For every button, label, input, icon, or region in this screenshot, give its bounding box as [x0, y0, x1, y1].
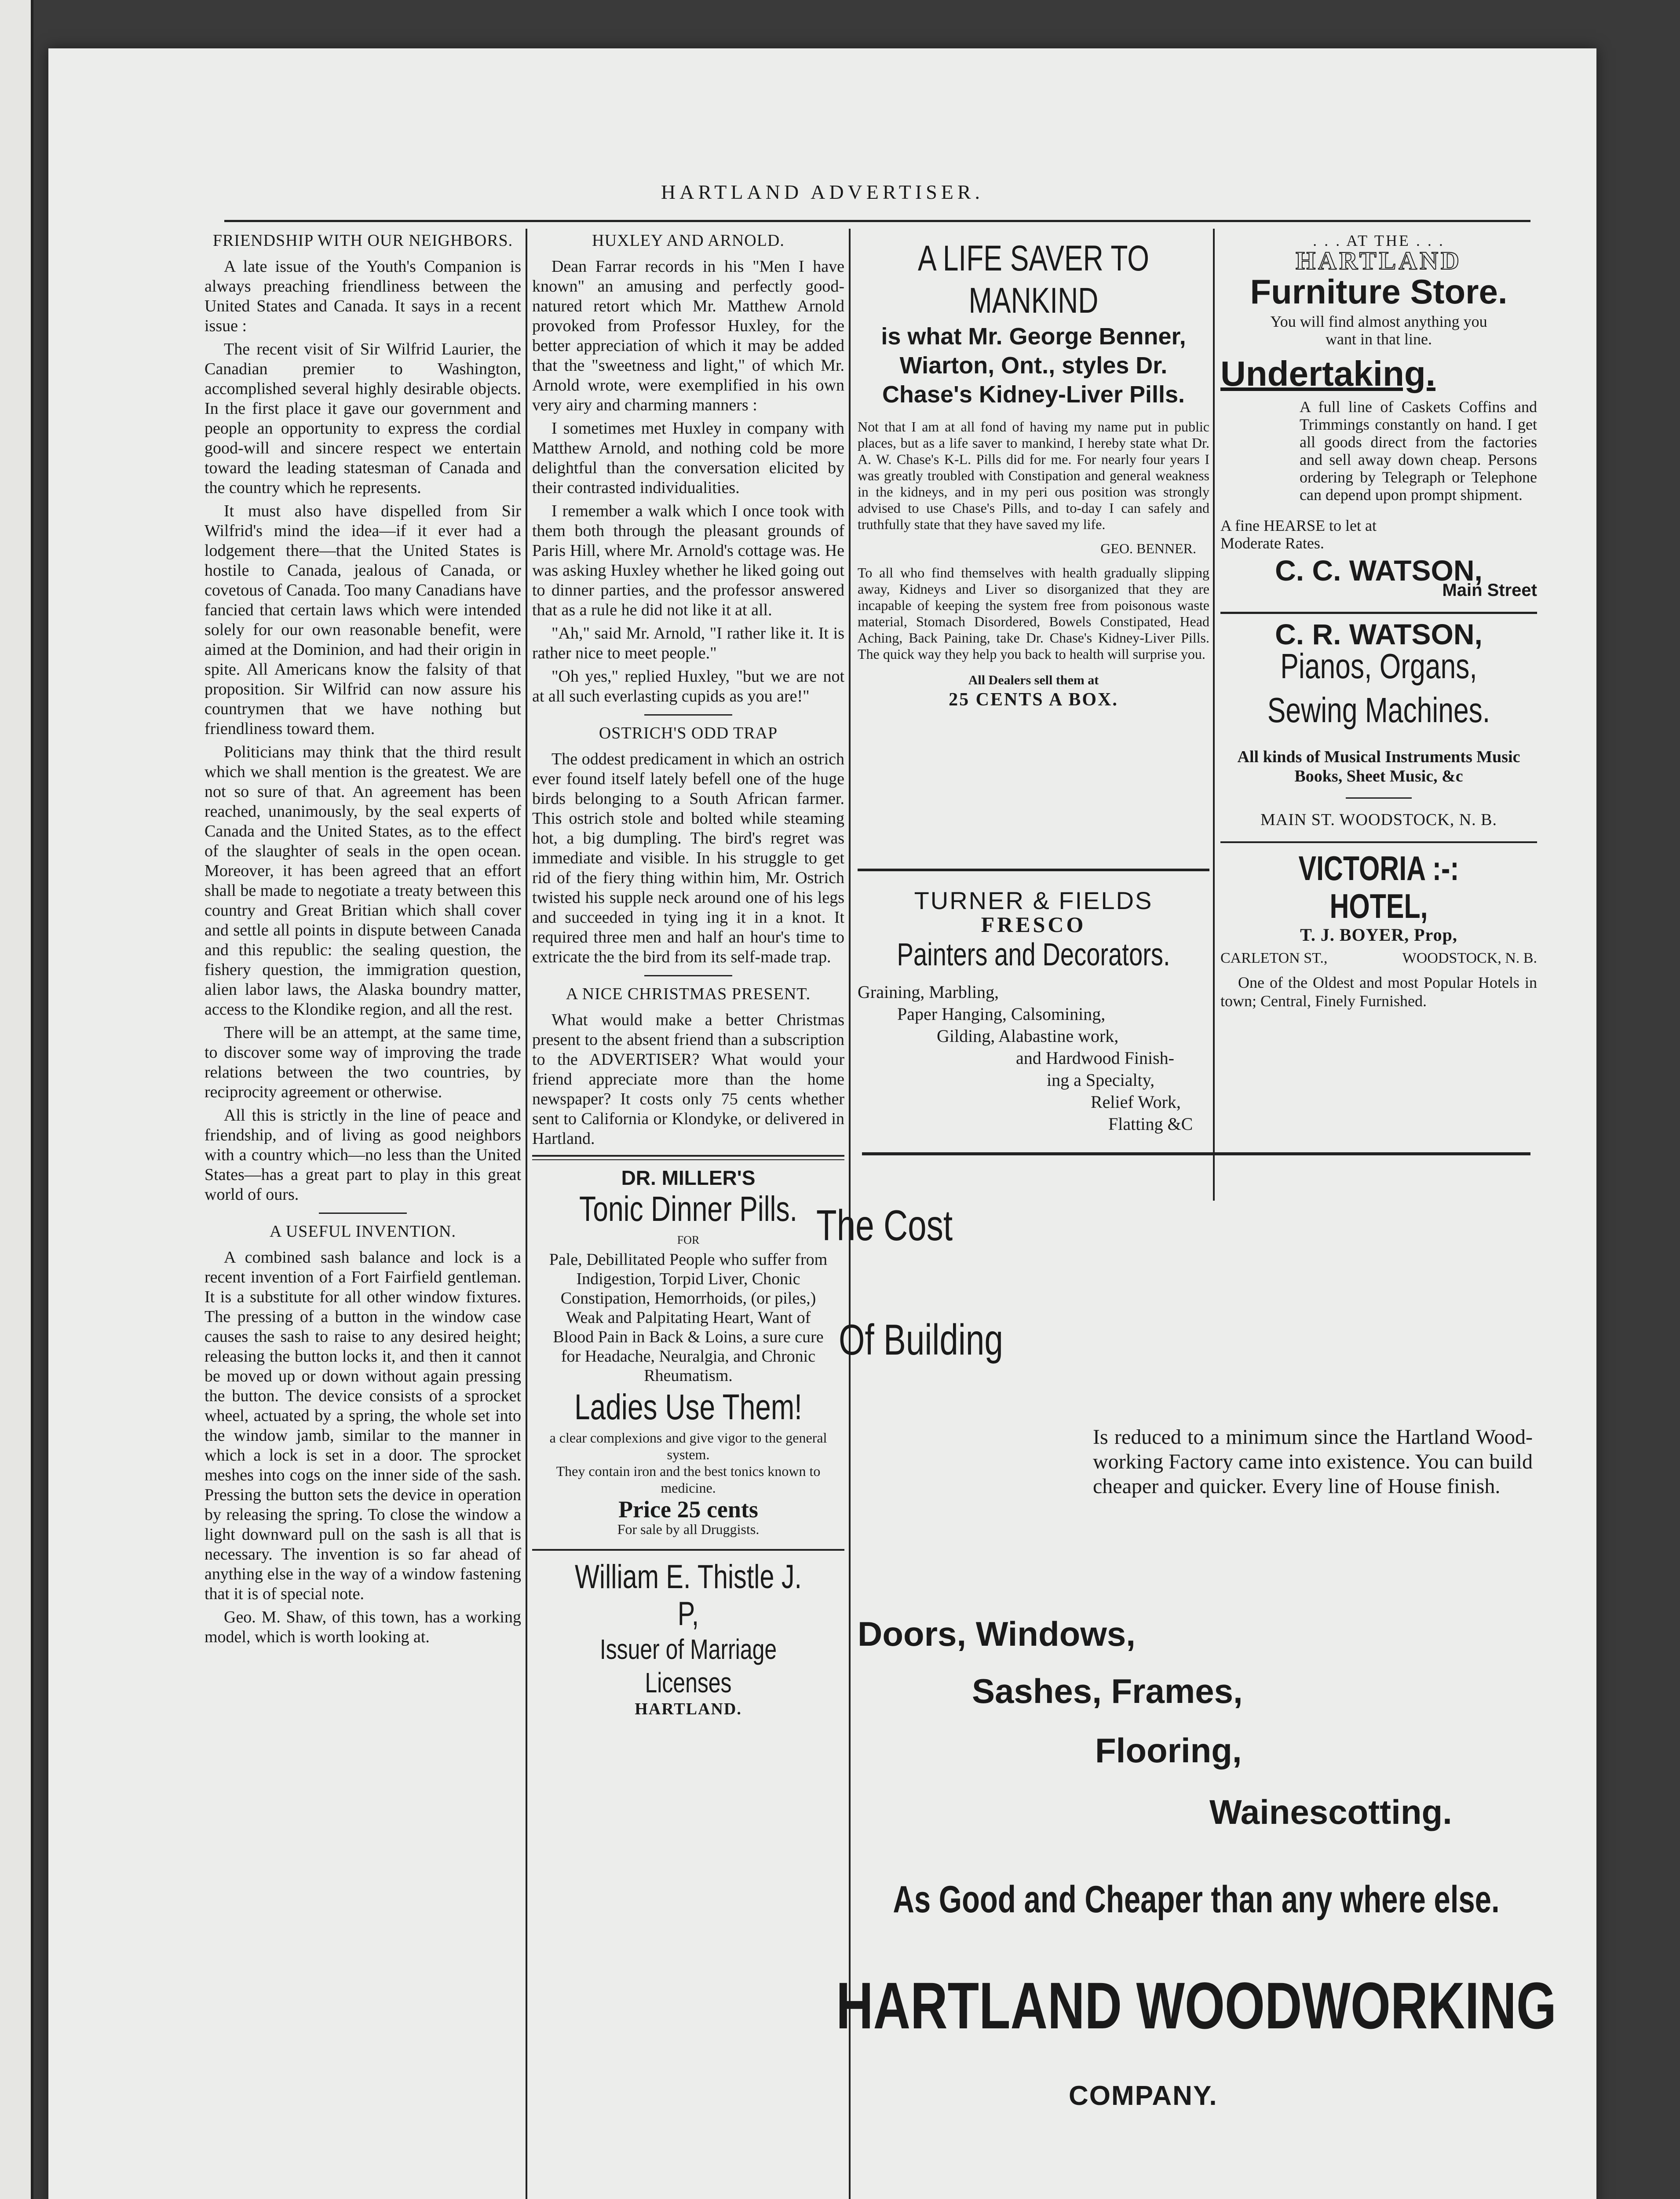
service-line: Graining, Marbling, [858, 982, 999, 1002]
column-rule [1213, 229, 1215, 1201]
service-line: Relief Work, [1091, 1092, 1181, 1112]
address-town: WOODSTOCK, N. B. [1402, 950, 1537, 966]
paragraph: A late issue of the Youth's Companion is always preaching friendliness between the United States and Canada. It says in a recent issue : [205, 257, 521, 335]
ad-text: . . . AT THE . . . [1313, 232, 1445, 249]
ad-product-line: Flooring, [1095, 1731, 1242, 1770]
column-2 [532, 231, 844, 1719]
service-line: Gilding, Alabastine work, [937, 1026, 1119, 1046]
ad-text: A full line of Caskets Coffins and Trimmings constantly on hand. I get all goods direct from the factories and sell away down cheap. Persons ordering by Telegraph or Telephone can depend upon prompt shipment. [1300, 398, 1537, 504]
ad-product-line: Sashes, Frames, [972, 1672, 1243, 1710]
ad-prop: T. J. BOYER, Prop, [1300, 925, 1457, 945]
ad-text: One of the Oldest and most Popular Hotels in town; Central, Finely Furnished. [1220, 974, 1537, 1010]
ad-text: A fine HEARSE to let at Moderate Rates. [1220, 517, 1377, 552]
divider [532, 1549, 844, 1551]
divider [644, 714, 732, 716]
article-heading: A NICE CHRISTMAS PRESENT. [566, 985, 811, 1003]
divider [862, 1152, 1530, 1155]
ad-store: Furniture Store. [1250, 272, 1508, 311]
column-1 [205, 231, 521, 1651]
ad-role: Issuer of Marriage Licenses [599, 1633, 777, 1699]
masthead: HARTLAND ADVERTISER. [661, 181, 984, 203]
ad-title: A LIFE SAVER TO MANKIND [917, 238, 1150, 321]
ad-text: All Dealers sell them at [968, 673, 1099, 687]
ad-headline: The Cost [816, 1201, 953, 1249]
ad-name: William E. Thistle J. P, [574, 1558, 802, 1633]
ad-price: 25 CENTS A BOX. [949, 690, 1118, 710]
ad-subtitle: is what Mr. George Benner, Wiarton, Ont., styles Dr. Chase's Kidney-Liver Pills. [881, 323, 1186, 408]
ad-subtitle: FRESCO [981, 912, 1086, 937]
ad-text: Not that I am at all fond of having my name put in public places, but as a life saver to mankind, I hereby state what Dr. A. W. Chase's K-L. Pills did for me. For nearly four years I was greatly troubled with Constipation and general weakness in the kidneys, and in my peri ous position was strongly advised to use Chase's Pills, and to-day I can safely and truthfully state that they have saved my life. [858, 419, 1209, 532]
paragraph: It must also have dispelled from Sir Wilfrid's mind the idea—if it ever had a lodgement there—that the United States is hostile to Canada, jealous of Canada, or covetous of Canada. Too many Canadians have fancied that certain laws which were intended solely for our own reasonable benefit, were aimed at the Dominion, and had their origin in spite. All Americans know the falsity of that proposition. Sir Wilfrid can now assure his countrymen that we have nothing but friendliness toward them. [205, 502, 521, 738]
paragraph: The recent visit of Sir Wilfrid Laurier, the Canadian premier to Washington, accomplished several highly desirable objects. In the first place it gave our government and people an opportunity to express the cordial good-will and sincere respect we entertain toward the leading statesman of Canada and the country which he represents. [205, 340, 521, 497]
ad-company: COMPANY. [1069, 2081, 1218, 2111]
watson-ad [1220, 231, 1537, 1010]
paragraph: The oddest predicament in which an ostrich ever found itself lately befell one of the huge birds belonging to a South African farmer. This ostrich stole and bolted while steaming hot, a big dumpling. The bird's regret was immediate and visible. In his struggle to get rid of the fiery thing within him, Mr. Ostrich twisted his supple neck around one of his legs and succeeded in tying ing it in a knot. It required three men and half an hour's time to extricate the the bird from its self-made trap. [532, 750, 844, 966]
divider [858, 869, 1209, 871]
ad-undertaking: Undertaking. [1220, 354, 1435, 393]
ad-headline: Of Building [839, 1315, 1003, 1364]
ad-goods: Pianos, Organs, Sewing Machines. [1267, 647, 1490, 730]
divider [1220, 841, 1537, 843]
divider [1220, 612, 1537, 614]
ad-product-line: Doors, Windows, [858, 1615, 1136, 1653]
paragraph: All this is strictly in the line of peace and friendship, and of living as good neighbors with a country which—no less than the United States—has a great part to play in this great world of ours. [205, 1106, 521, 1204]
paragraph: There will be an attempt, at the same time, to discover some way of improving the trade relations between the two countries, by reciprocity agreement or otherwise. [205, 1023, 521, 1101]
ad-text: They contain iron and the best tonics known to medicine. [556, 1463, 821, 1496]
ad-place: HARTLAND. [635, 1700, 742, 1718]
address-street: CARLETON ST., [1220, 950, 1328, 966]
article-heading: FRIENDSHIP WITH OUR NEIGHBORS. [212, 231, 513, 250]
divider [532, 1155, 844, 1160]
ad-address [1220, 948, 1537, 968]
ad-product: Tonic Dinner Pills. [579, 1189, 797, 1228]
ad-text: a clear complexions and give vigor to the general system. [549, 1430, 827, 1462]
ad-title: TURNER & FIELDS [914, 887, 1153, 914]
ad-slogan: Ladies Use Them! [574, 1387, 802, 1427]
paragraph: What would make a better Christmas present to the absent friend than a subscription to the ADVERTISER? What would your friend appreciate more than the home newspaper? It costs only 75 cents whether sent to California or Klondyke, or delivered in Hartland. [532, 1011, 844, 1148]
divider [644, 975, 732, 976]
ad-text: To all who find themselves with health gradually slipping away, Kidneys and Liver so disorganized that they are incapable of keeping the system free from poisonous waste material, Stomach Disordered, Bowels Constipated, Head Aching, Back Paining, take Dr. Chase's Kidney-Liver Pills. The quick way they help you back to health will surprise you. [858, 565, 1209, 662]
ad-product-line: Wainescotting. [1209, 1793, 1452, 1831]
paragraph: I remember a walk which I once took with them both through the pleasant grounds of Paris Hill, where Mr. Arnold's cottage was. He was asking Huxley whether he liked going out to dinner parties, and the professor answered that as a rule he did not like it at all. [532, 502, 844, 619]
ad-slogan: As Good and Cheaper than any where else. [893, 1878, 1500, 1921]
paragraph: Dean Farrar records in his "Men I have known" an amusing and perfectly good-natured retort which Mr. Matthew Arnold provoked from Professor Huxley, for the better appreciation of which it may be added that the "sweetness and light," of which Mr. Arnold wrote, were exemplified in his own very airy and charming manners : [532, 257, 844, 414]
newspaper-page [48, 48, 1596, 2199]
ad-price: Price 25 cents [618, 1496, 758, 1523]
paragraph: "Oh yes," replied Huxley, "but we are not at all such everlasting cupids as you are!" [532, 667, 844, 705]
ad-address: MAIN ST. WOODSTOCK, N. B. [1260, 811, 1497, 829]
service-line: and Hardwood Finish- [1016, 1048, 1174, 1068]
paragraph: Geo. M. Shaw, of this town, has a working model, which is worth looking at. [205, 1608, 521, 1646]
paragraph: Politicians may think that the third result which we shall mention is the greatest. We are not so sure of that. An agreement has been reached, unanimously, by the seal experts of Canada and the United States, as to the effect of the slaughter of seals in the open ocean. Moreover, it has been agreed that an effort shall be made to negotiate a treaty between this country and Great Britian which shall cover and settle all points in dispute between Canada and this republic: the sealing question, the fishery question, the immigration question, alien labor laws, the Alaska boundry matter, access to the Klondike region, and all the rest. [205, 743, 521, 1019]
ad-signature: GEO. BENNER. [1100, 541, 1196, 556]
divider [319, 1213, 407, 1214]
ad-address: Main Street [1442, 581, 1537, 600]
adjacent-page-edge [0, 0, 33, 2199]
ad-text: All kinds of Musical Instruments Music Books, Sheet Music, &c [1237, 748, 1520, 785]
ad-services [858, 981, 1209, 1135]
divider [1346, 797, 1412, 799]
paragraph: "Ah," said Mr. Arnold, "I rather like it. It is rather nice to meet people." [532, 624, 844, 662]
ad-company: HARTLAND WOODWORKING [836, 1969, 1556, 2042]
ad-owner: C. R. WATSON, [1275, 618, 1483, 650]
ad-text: You will find almost anything you want in that line. [1270, 313, 1487, 348]
ad-title: HARTLAND [1296, 246, 1462, 275]
paragraph: I sometimes met Huxley in company with Matthew Arnold, and nothing cold be more delightful than the conversation elicited by their contrasted individualities. [532, 419, 844, 497]
paragraph: A combined sash balance and lock is a recent invention of a Fort Fairfield gentleman. It is a substitute for all other window fixtures. The pressing of a button in the window case causes the sash to raise to any desired height; releasing the button locks it, and then it cannot be moved up or down without again pressing the button. The device consists of a sprocket wheel, actuated by a spring, the whole set into the window jamb, similar to the manner in which a lock is set in a door. The sprocket meshes into cogs on the inner side of the sash. Pressing the button sets the device in operation by releasing the spring. To close the window a light downward pull on the sash is all that is necessary. The invention is so far ahead of anything else in the way of a window fastening that it is of special note. [205, 1248, 521, 1603]
chase-ad [858, 237, 1209, 710]
article-heading: OSTRICH'S ODD TRAP [599, 724, 778, 742]
turner-ad [858, 887, 1209, 1135]
ad-text: FOR [677, 1234, 700, 1246]
ad-text: Is reduced to a minimum since the Hartland Wood-working Factory came into existence. You can build cheaper and quicker. Every line of House finish. [1093, 1425, 1533, 1498]
article-heading: A USEFUL INVENTION. [270, 1222, 456, 1241]
ad-text: For sale by all Druggists. [617, 1521, 760, 1537]
column-rule [526, 229, 527, 2199]
ad-trade: Painters and Decorators. [897, 937, 1170, 972]
service-line: ing a Specialty, [1047, 1070, 1155, 1090]
ad-owner: C. C. WATSON, [1275, 554, 1483, 587]
service-line: Paper Hanging, Calsomining, [897, 1004, 1106, 1024]
ad-title: DR. MILLER'S [621, 1166, 756, 1189]
service-line: Flatting &C [1108, 1114, 1193, 1134]
article-heading: HUXLEY AND ARNOLD. [592, 231, 785, 250]
ad-text: Pale, Debillitated People who suffer from Indigestion, Torpid Liver, Chonic Constipation, Hemorrhoids, (or piles,) Weak and Palpitating Heart, Want of Blood Pain in Back & Loins, a sure cure for Headache, Neuralgia, and Chronic Rheumatism. [549, 1250, 828, 1385]
ad-hotel: VICTORIA :-: HOTEL, [1298, 849, 1459, 925]
masthead-rule [224, 220, 1530, 222]
